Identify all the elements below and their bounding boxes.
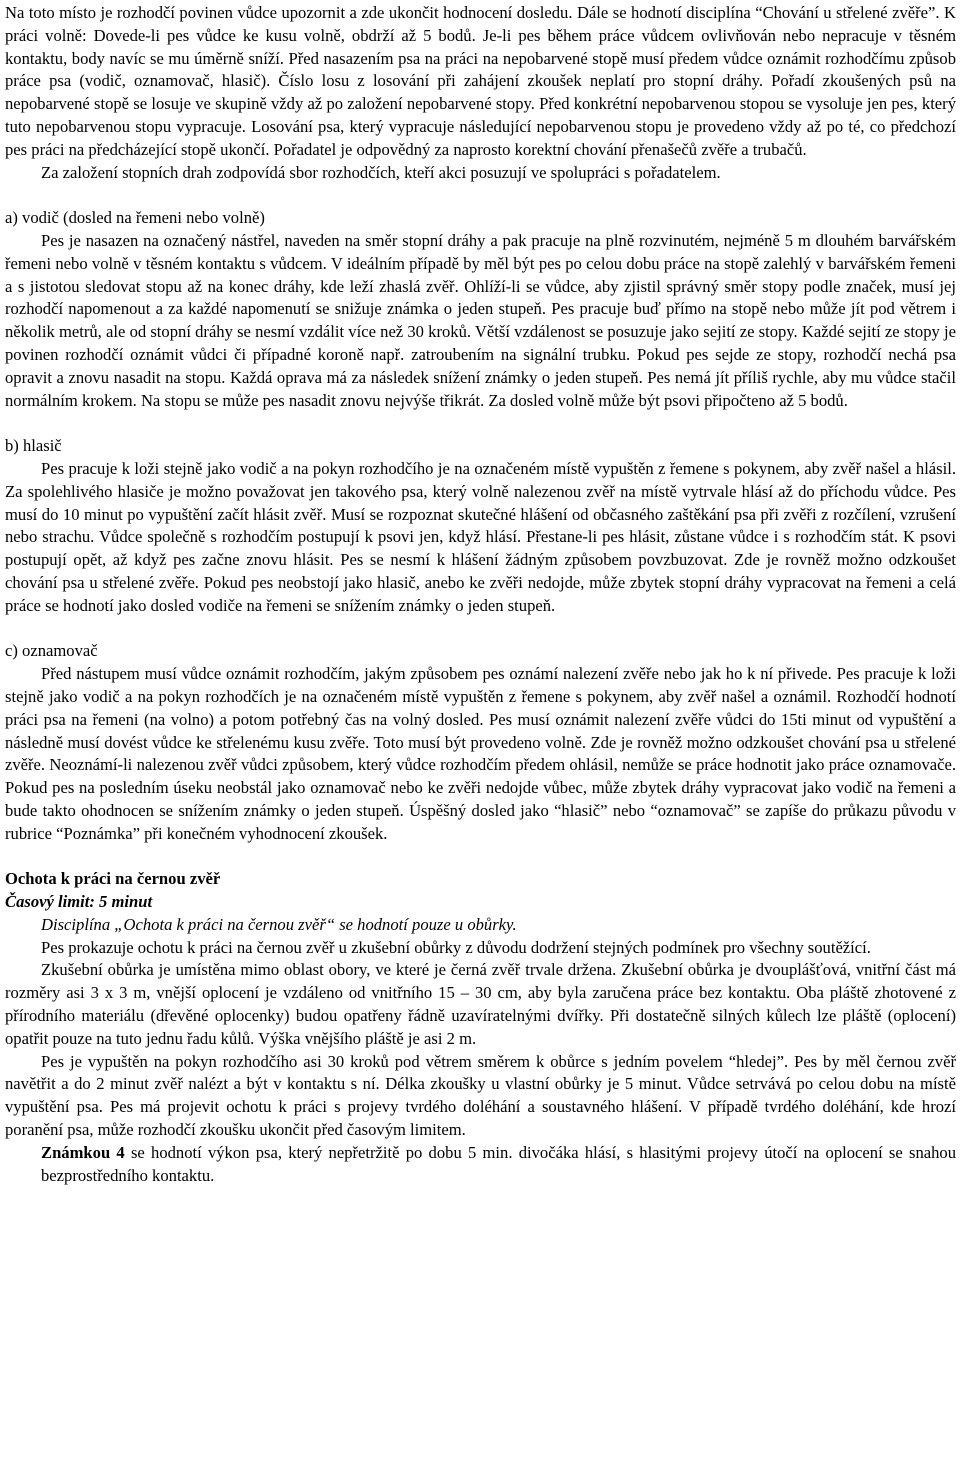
ochota-paragraph-2: Zkušební obůrka je umístěna mimo oblast obory, ve které je černá zvěř trvale držena. Zkušební obůrka je dvouplášťová, vnitřní část má rozměry asi 3 x 3 m, vnější oplocení je vzdáleno od vnitřního 15 – 30 cm, aby byla zaručena práce bez kontaktu. Oba pláště zhotovené z přírodního materiálu (dřevěné oplocenky) budou opatřeny řádně uzavíratelnými dvířky. Při dostatečně silných kůlech lze pláště (oplocení) opatřit pouze na tuto jednu řadu kůlů. Výška vnějšího pláště je asi 2 m. xyxy=(5,960,956,1048)
section-body-hlasic: Pes pracuje k loži stejně jako vodič a na pokyn rozhodčího je na označeném místě vypuštěn z řemene s pokynem, aby zvěř našel a hlásil. Za spolehlivého hlasiče je možno považovat jen takového psa, který volně nalezenou zvěř na místě vytrvale hlásí až do příchodu vůdce. Pes musí do 10 minut po vypuštění začít hlásit zvěř. Musí se rozpoznat skutečné hlášení od občasného zaštěkání psa při zvěři z rozčílení, vzrušení nebo strachu. Vůdce společně s rozhodčím postupují k psovi jen, když hlásí. Přestane-li pes hlásit, zůstane vůdce i s rozhodčím stát. K psovi postupují opět, až když pes začne znovu hlásit. Pes se nesmí k hlášení žádným způsobem povzbuzovat. Zde je rovněž možno odzkoušet chování psa u střelené zvěře. Pokud pes neobstojí jako hlasič, anebo ke zvěři nedojde, může zbytek stopní dráhy vypracovat na řemeni a celá práce se hodnotí jako dosled vodiče na řemeni se snížením známky o jeden stupeň. xyxy=(5,458,956,615)
discipline-note: Disciplína „Ochota k práci na černou zvěř“ se hodnotí pouze u obůrky. xyxy=(41,914,517,934)
spacer xyxy=(5,845,956,868)
time-limit: Časový limit: 5 minut xyxy=(5,892,153,912)
section-body-oznamovac: Před nástupem musí vůdce oznámit rozhodčím, jakým způsobem pes oznámí nalezení zvěře nebo jak ho k ní přivede. Pes pracuje k loži stejně jako vodič a na pokyn rozhodčích je na označeném místě vypuštěn z řemene s pokynem, aby zvěř našel a oznámil. Rozhodčí hodnotí práci psa na řemeni (na volno) a potom potřebný čas na volný dosled. Pes musí oznámit nalezení zvěře vůdci do 15ti minut od vypuštění a následně musí dovést vůdce ke střelenému kusu zvěře. Toto musí být provedeno volně. Zde je rovněž možno odzkoušet chování psa u střelené zvěře. Neoznámí-li nalezenou zvěř vůdci způsobem, který vůdce rozhodčím předem ohlásil, nemůže se práce hodnotit jako práce oznamovače. Pokud pes na posledním úseku neobstál jako oznamovač nebo ke zvěři nedojde vůbec, může zbytek dráhy vypracovat jako vodič na řemeni a bude takto ohodnocen se snížením známky o jeden stupeň. Úspěšný dosled jako “hlasič” nebo “oznamovač” se zapíše do průkazu původu v rubrice “Poznámka” při konečném vyhodnocení zkoušek. xyxy=(5,664,956,843)
grade-text: se hodnotí výkon psa, který nepřetržitě po dobu 5 min. divočáka hlásí, s hlasitými projevy útočí na oplocení se snahou bezprostředního kontaktu. xyxy=(41,1142,956,1185)
section-title-hlasic: b) hlasič xyxy=(5,436,62,456)
section-heading-ochota: Ochota k práci na černou zvěř xyxy=(5,869,221,889)
ochota-paragraph-1: Pes prokazuje ochotu k práci na černou zvěř u zkušební obůrky z důvodu dodržení stejných podmínek pro všechny soutěžící. xyxy=(41,937,871,957)
spacer xyxy=(5,184,956,207)
section-body-vodic: Pes je nasazen na označený nástřel, naveden na směr stopní dráhy a pak pracuje na plně rozvinutém, nejméně 5 m dlouhém barvářském řemeni nebo volně v těsném kontaktu s vůdcem. V ideálním případě by měl být pes po celou dobu práce na stopě zalehlý v barvářském řemeni a s jistotou sledovat stopu až na konec dráhy, kde leží zhaslá zvěř. Ohlíží-li se vůdce, aby zjistil správný směr stopy podle značek, musí jej rozhodčí napomenout a za každé napomenutí se snižuje známka o jeden stupeň. Pes pracuje buď přímo na stopě nebo může jít pod větrem i několik metrů, ale od stopní dráhy se nesmí vzdálit více než 30 kroků. Větší vzdálenost se posuzuje jako sejití ze stopy. Každé sejití ze stopy je povinen rozhodčí oznámit vůdci či případné koroně např. zatroubením na signální trubku. Pokud pes sejde ze stopy, rozhodčí nechá psa opravit a znovu nasadit na stopu. Každá oprava má za následek snížení známky o jeden stupeň. Pes nemá jít příliš rychle, aby mu vůdce stačil normálním krokem. Na stopu se může pes nasadit znovu nejvýše třikrát. Za dosled volně může být psovi připočteno až 5 bodů. xyxy=(5,230,956,410)
spacer xyxy=(5,412,956,435)
spacer xyxy=(5,618,956,641)
ochota-paragraph-3: Pes je vypuštěn na pokyn rozhodčího asi 30 kroků pod větrem směrem k obůrce s jedním povelem “hledej”. Pes by měl černou zvěř navětřit a do 2 minut zvěř nalézt a být v kontaktu s ní. Délka zkoušky u vlastní obůrky je 5 minut. Vůdce setrvává po celou dobu na místě vypuštění psa. Pes má projevit ochotu k práci s projevy tvrdého doléhání a soustavného hlášení. V případě tvrdého doléhání, kde hrozí poranění psa, může rozhodčí zkoušku ukončit před časovým limitem. xyxy=(5,1051,956,1140)
section-title-vodic: a) vodič (dosled na řemeni nebo volně) xyxy=(5,208,265,228)
section-title-oznamovac: c) oznamovač xyxy=(5,641,98,661)
grade-label: Známkou 4 xyxy=(41,1142,125,1162)
grade-note xyxy=(5,1142,956,1188)
intro-paragraph-2: Za založení stopních drah zodpovídá sbor rozhodčích, kteří akci posuzují ve spolupráci s pořadatelem. xyxy=(41,162,721,182)
intro-paragraph: Na toto místo je rozhodčí povinen vůdce upozornit a zde ukončit hodnocení dosledu. Dále se hodnotí disciplína “Chování u střelené zvěře”. K práci volně: Dovede-li pes vůdce ke kusu volně, obdrží až 5 bodů. Je-li pes během práce vůdcem ovlivňován nebo nepracuje v těsném kontaktu, body navíc se mu úměrně sníží. Před nasazením psa na práci na nepobarvené stopě musí předem vůdce oznámit rozhodčímu způsob práce psa (vodič, oznamovač, hlasič). Číslo losu z losování při zahájení zkoušek neplatí pro stopní dráhy. Pořadí zkoušených psů na nepobarvené stopě se losuje ve skupině vždy až po založení nepobarvené stopy. Před konkrétní nepobarvenou stopou se vysoluje jen pes, který tuto nepobarvenou stopu vypracuje. Losování psa, který vypracuje následující nepobarvenou stopu je provedeno vždy až po té, co předchozí pes práci na předcházející stopě ukončí. Pořadatel je odpovědný za naprosto korektní chování přenašečů zvěře a trubačů. xyxy=(5,3,956,159)
